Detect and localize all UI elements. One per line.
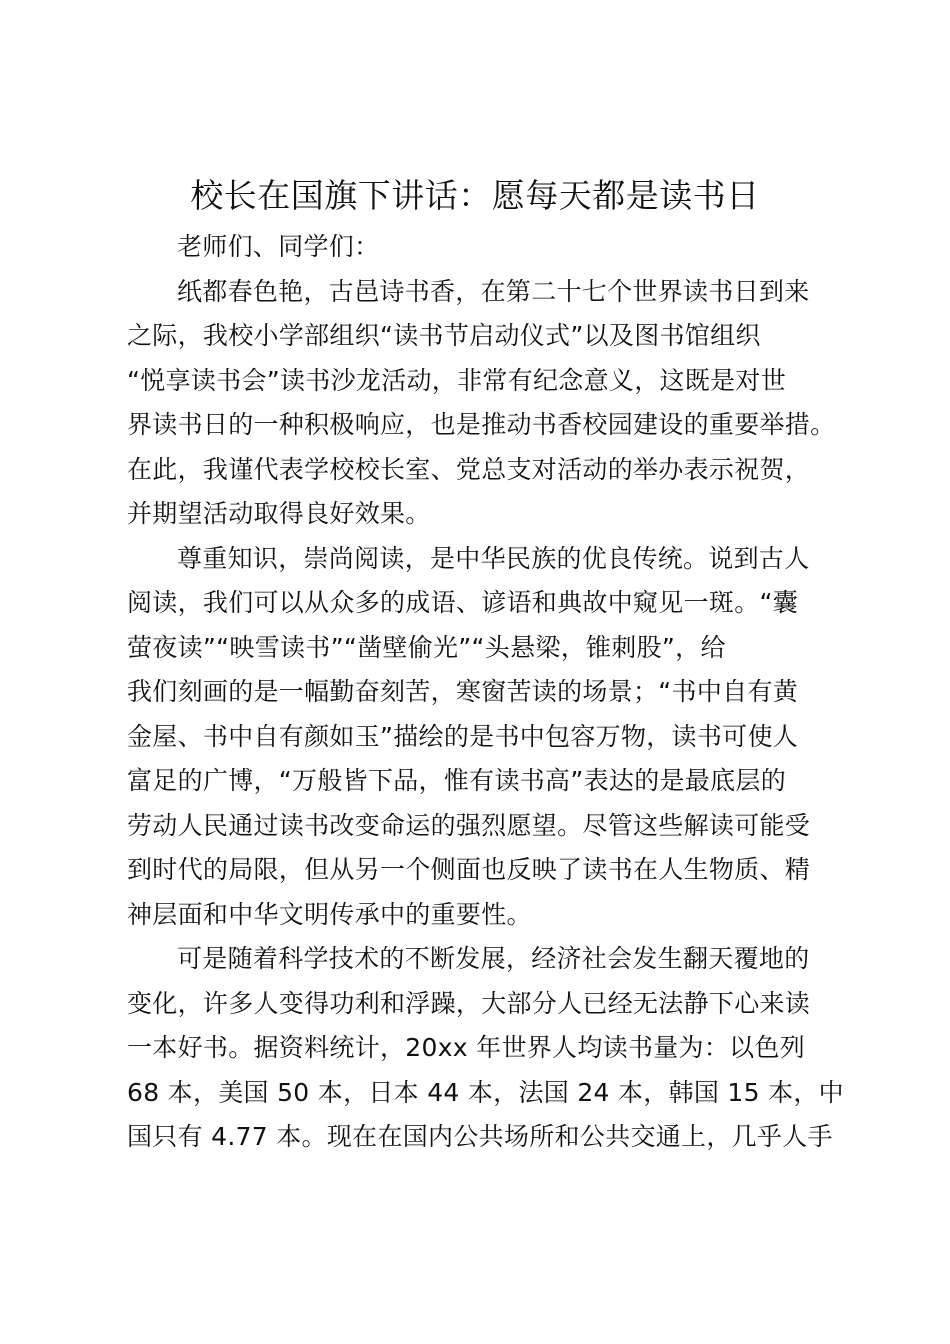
paragraph-line: 变化，许多人变得功利和浮躁，大部分人已经无法静下心来读	[127, 988, 811, 1018]
paragraph-line: 尊重知识，崇尚阅读，是中华民族的优良传统。说到古人	[177, 543, 810, 573]
paragraph-line: 国只有 4.77 本。现在在国内公共场所和公共交通上，几乎人手	[127, 1122, 833, 1151]
document-body	[127, 225, 847, 1160]
paragraph-line: 我们刻画的是一幅勤奋刻苦，寒窗苦读的场景；“书中自有黄	[127, 677, 799, 706]
paragraph-line: 到时代的局限，但从另一个侧面也反映了读书在人生物质、精	[127, 855, 811, 884]
paragraph-line: 萤夜读”“映雪读书”“凿壁偷光”“头悬梁，锥刺股”，给	[127, 632, 726, 662]
paragraph-3	[127, 937, 847, 1160]
paragraph-2	[127, 537, 847, 938]
paragraph-line: 富足的广博，“万般皆下品，惟有读书高”表达的是最底层的	[127, 766, 787, 795]
paragraph-line: 金屋、书中自有颜如玉”描绘的是书中包容万物，读书可使人	[127, 721, 799, 751]
paragraph-line: 劳动人民通过读书改变命运的强烈愿望。尽管这些解读可能受	[127, 810, 811, 840]
paragraph-line: 68 本，美国 50 本，日本 44 本，法国 24 本，韩国 15 本，中	[127, 1077, 844, 1107]
paragraph-line: 之际，我校小学部组织“读书节启动仪式”以及图书馆组织	[127, 321, 761, 350]
paragraph-line: 纸都春色艳，古邑诗书香，在第二十七个世界读书日到来	[177, 276, 810, 306]
paragraph-1	[127, 270, 847, 537]
paragraph-line: 可是随着科学技术的不断发展，经济社会发生翻天覆地的	[177, 944, 810, 973]
paragraph-line: 并期望活动取得良好效果。	[127, 499, 431, 528]
paragraph-line: 一本好书。据资料统计，20xx 年世界人均读书量为：以色列	[127, 1033, 806, 1062]
document-title: 校长在国旗下讲话：愿每天都是读书日	[190, 176, 760, 215]
paragraph-line: 神层面和中华文明传承中的重要性。	[127, 899, 532, 929]
salutation: 老师们、同学们：	[177, 232, 380, 261]
paragraph-line: 界读书日的一种积极响应，也是推动书香校园建设的重要举措。	[127, 410, 836, 439]
paragraph-line: 阅读，我们可以从众多的成语、谚语和典故中窥见一斑。“囊	[127, 588, 799, 617]
paragraph-line: “悦享读书会”读书沙龙活动，非常有纪念意义，这既是对世	[127, 365, 787, 395]
paragraph-line: 在此，我谨代表学校校长室、党总支对活动的举办表示祝贺，	[127, 454, 811, 484]
